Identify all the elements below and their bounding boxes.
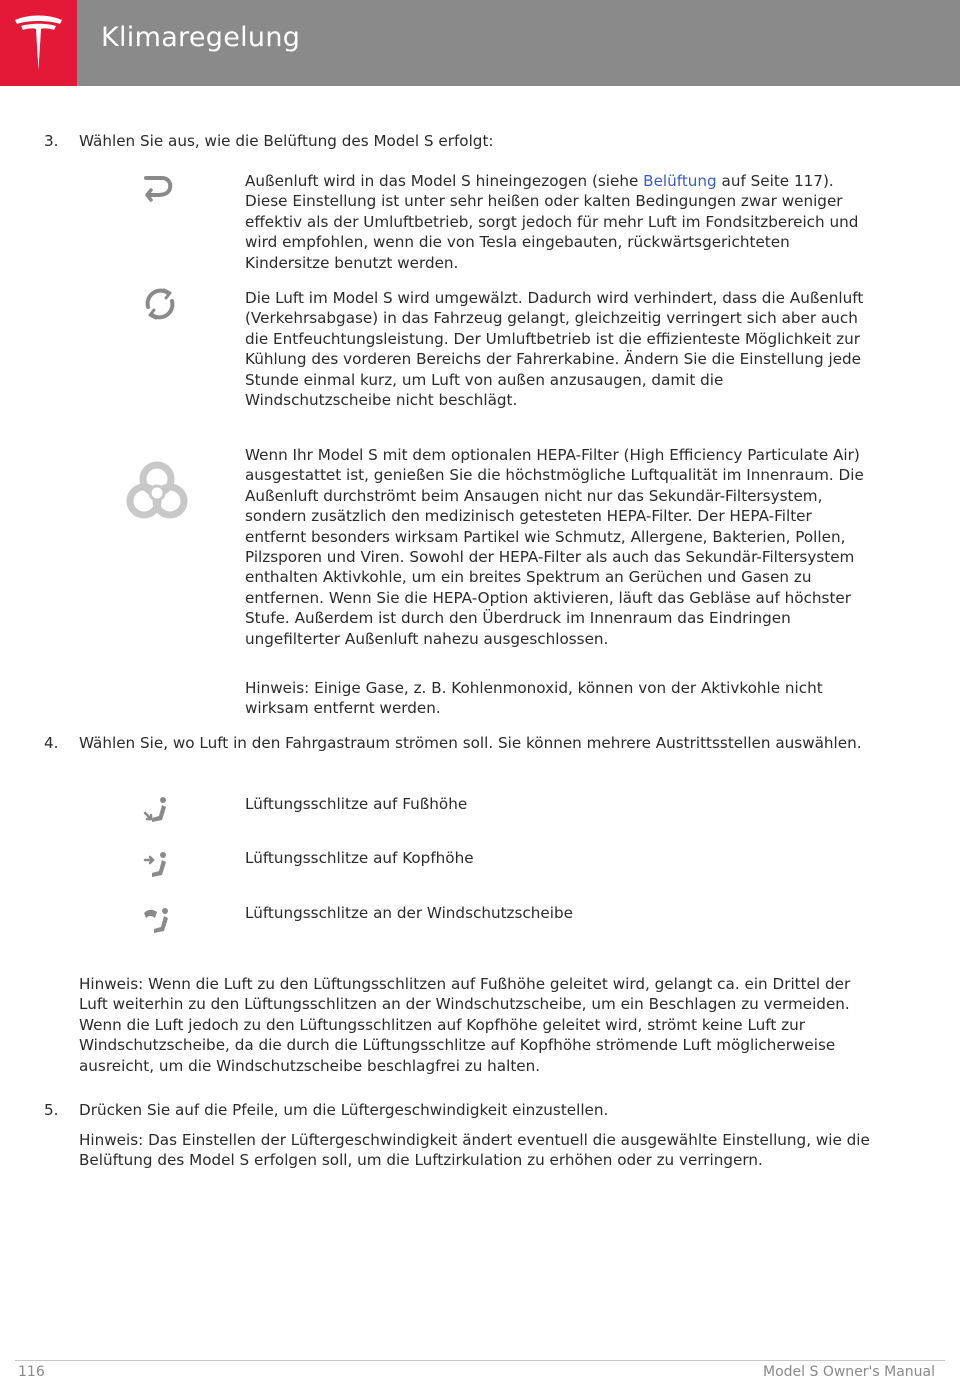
windshield-vent-icon <box>142 905 174 935</box>
option-text-part: auf Seite 117). Diese Einstellung ist unter sehr heißen oder kalten Bedingungen zwar weniger effektiv als der Umluftbetrieb, sorgt jedoch für mehr Luft im Fondsitzbereich und wird empfohlen, wenn die von Tesla eingebauten, rückwärtsgerichteten Kindersitze benutzt werden. <box>245 172 859 272</box>
vent-option-text: Lüftungsschlitze auf Kopfhöhe <box>245 849 474 867</box>
face-vent-icon <box>142 850 172 880</box>
outside-air-icon <box>138 166 178 206</box>
step-number: 3. <box>44 132 59 150</box>
manual-title: Model S Owner's Manual <box>763 1364 935 1380</box>
biohazard-hepa-icon <box>124 459 190 525</box>
link-belueftung[interactable]: Belüftung <box>643 172 717 190</box>
step-number: 5. <box>44 1101 59 1119</box>
option-text-part: Außenluft wird in das Model S hineingezogen (siehe <box>245 172 644 190</box>
step-number: 4. <box>44 734 59 752</box>
step-text: Wählen Sie aus, wie die Belüftung des Model S erfolgt: <box>79 132 494 150</box>
option-note-hepa: Hinweis: Einige Gase, z. B. Kohlenmonoxid, können von der Aktivkohle nicht wirksam entfernt werden. <box>245 679 823 718</box>
recirculate-air-icon <box>140 284 180 324</box>
option-text-recirculate: Die Luft im Model S wird umgewälzt. Dadurch wird verhindert, dass die Außenluft (Verkehrsabgase) in das Fahrzeug gelangt, gleichzeitig verringert sich aber auch die Entfeuchtungsleistung. Der Umluftbetrieb ist die effizienteste Möglichkeit zur Kühlung des vorderen Bereichs der Fahrerkabine. Ändern Sie die Einstellung jede Stunde einmal kurz, um Luft von außen anzusaugen, damit die Windschutzscheibe nicht beschlägt. <box>245 289 864 410</box>
vent-option-text: Lüftungsschlitze auf Fußhöhe <box>245 795 468 813</box>
footer-divider <box>15 1360 945 1361</box>
logo-box <box>0 0 77 86</box>
section-title: Klimaregelung <box>101 22 301 53</box>
option-text-outside-air <box>245 171 870 273</box>
page-header <box>0 0 960 86</box>
step-text: Wählen Sie, wo Luft in den Fahrgastraum strömen soll. Sie können mehrere Austrittsstellen auswählen. <box>79 734 862 752</box>
step-note: Hinweis: Das Einstellen der Lüftergeschwindigkeit ändert eventuell die ausgewählte Einstellung, wie die Belüftung des Model S erfolgen soll, um die Luftzirkulation zu erhöhen oder zu verringern. <box>79 1131 870 1170</box>
tesla-logo-icon <box>13 14 64 72</box>
page-number: 116 <box>18 1364 45 1380</box>
vent-option-text: Lüftungsschlitze an der Windschutzscheibe <box>245 904 573 922</box>
step-note: Hinweis: Wenn die Luft zu den Lüftungsschlitzen auf Fußhöhe geleitet wird, gelangt ca. ein Drittel der Luft weiterhin zu den Lüftungsschlitzen an der Windschutzscheibe, um ein Beschlagen zu vermeiden. Wenn die Luft jedoch zu den Lüftungsschlitzen auf Kopfhöhe geleitet wird, strömt keine Luft zur Windschutzscheibe, da die durch die Lüftungsschlitze auf Kopfhöhe strömende Luft möglicherweise ausreicht, um die Windschutzscheibe beschlagfrei zu halten. <box>79 975 851 1075</box>
option-text-hepa: Wenn Ihr Model S mit dem optionalen HEPA-Filter (High Efficiency Particulate Air) ausgestattet ist, genießen Sie die höchstmögliche Luftqualität im Innenraum. Die Außenluft durchströmt beim Ansaugen nicht nur das Sekundär-Filtersystem, sondern zusätzlich den medizinisch getesteten HEPA-Filter. Der HEPA-Filter entfernt besonders wirksam Partikel wie Schmutz, Allergene, Bakterien, Pollen, Pilzsporen und Viren. Sowohl der HEPA-Filter als auch das Sekundär-Filtersystem enthalten Aktivkohle, um ein breites Spektrum an Gerüchen und Gasen zu entfernen. Wenn Sie die HEPA-Option aktivieren, läuft das Gebläse auf höchster Stufe. Außerdem ist durch den Überdruck im Innenraum das Eindringen ungefilterter Außenluft nahezu ausgeschlossen. <box>245 446 864 648</box>
step-text: Drücken Sie auf die Pfeile, um die Lüftergeschwindigkeit einzustellen. <box>79 1101 609 1119</box>
foot-vent-icon <box>142 795 172 825</box>
